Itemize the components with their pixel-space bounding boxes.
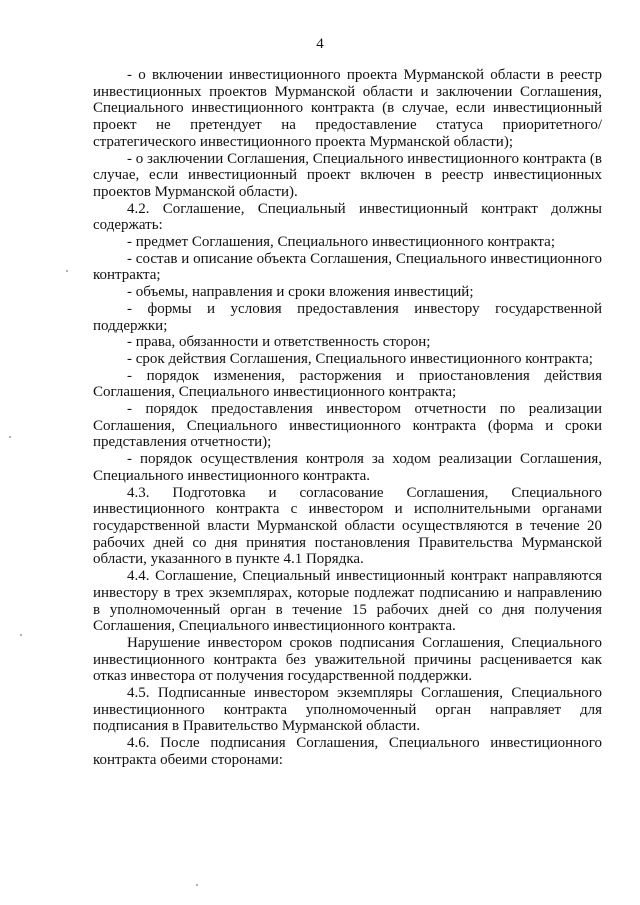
page-number: 4 [316,36,324,52]
scan-speck [9,436,11,438]
paragraph: - о заключении Соглашения, Специального инвестиционного контракта (в случае, если инвестиционный проект включен в реестр инвестиционных проектов Мурманской области). [93,150,602,200]
paragraph: 4.5. Подписанные инвестором экземпляры Соглашения, Специального инвестиционного контракта уполномоченный орган направляет для подписания в Правительство Мурманской области. [93,685,602,735]
paragraph: - порядок предоставления инвестором отчетности по реализации Соглашения, Специального инвестиционного контракта (форма и сроки представления отчетности); [93,401,602,451]
paragraph: - объемы, направления и сроки вложения инвестиций; [127,284,474,301]
paragraph: Нарушение инвестором сроков подписания Соглашения, Специального инвестиционного контракта без уважительной причины расценивается как отказ инвестора от получения государственной поддержки. [93,634,602,685]
paragraph: 4.6. После подписания Соглашения, Специального инвестиционного контракта обеими сторонами: [93,735,602,768]
paragraph: - состав и описание объекта Соглашения, Специального инвестиционного контракта; [93,250,602,284]
document-body [93,67,602,769]
paragraph: 4.4. Соглашение, Специальный инвестиционный контракт направляются инвестору в трех экземплярах, которые подлежат подписанию и направлению в уполномоченный орган в течение 15 рабочих дней со дня получения Соглашения, Специального инвестиционного контракта. [93,568,602,635]
scan-speck [196,884,198,886]
paragraph: - предмет Соглашения, Специального инвестиционного контракта; [127,234,555,251]
paragraph: 4.2. Соглашение, Специальный инвестиционный контракт должны содержать: [93,200,602,234]
paragraph: - порядок осуществления контроля за ходом реализации Соглашения, Специального инвестиционного контракта. [93,451,602,484]
paragraph: - о включении инвестиционного проекта Мурманской области в реестр инвестиционных проектов Мурманской области и заключении Соглашения, Специального инвестиционного контракта (в случае, если инвестиционный проект не претендует на предоставление статуса приоритетного/стратегического инвестиционного проекта Мурманской области); [93,67,602,150]
scan-speck [20,634,22,636]
paragraph: - формы и условия предоставления инвестору государственной поддержки; [93,300,602,334]
paragraph: - права, обязанности и ответственность сторон; [127,334,431,351]
scan-speck [66,270,68,272]
paragraph: - срок действия Соглашения, Специального инвестиционного контракта; [127,350,593,367]
paragraph: - порядок изменения, расторжения и приостановления действия Соглашения, Специального инвестиционного контракта; [93,367,602,401]
paragraph: 4.3. Подготовка и согласование Соглашения, Специального инвестиционного контракта с инвестором и исполнительными органами государственной власти Мурманской области осуществляются в течение 20 рабочих дней со дня принятия постановления Правительства Мурманской области, указанного в пункте 4.1 Порядка. [93,484,602,568]
